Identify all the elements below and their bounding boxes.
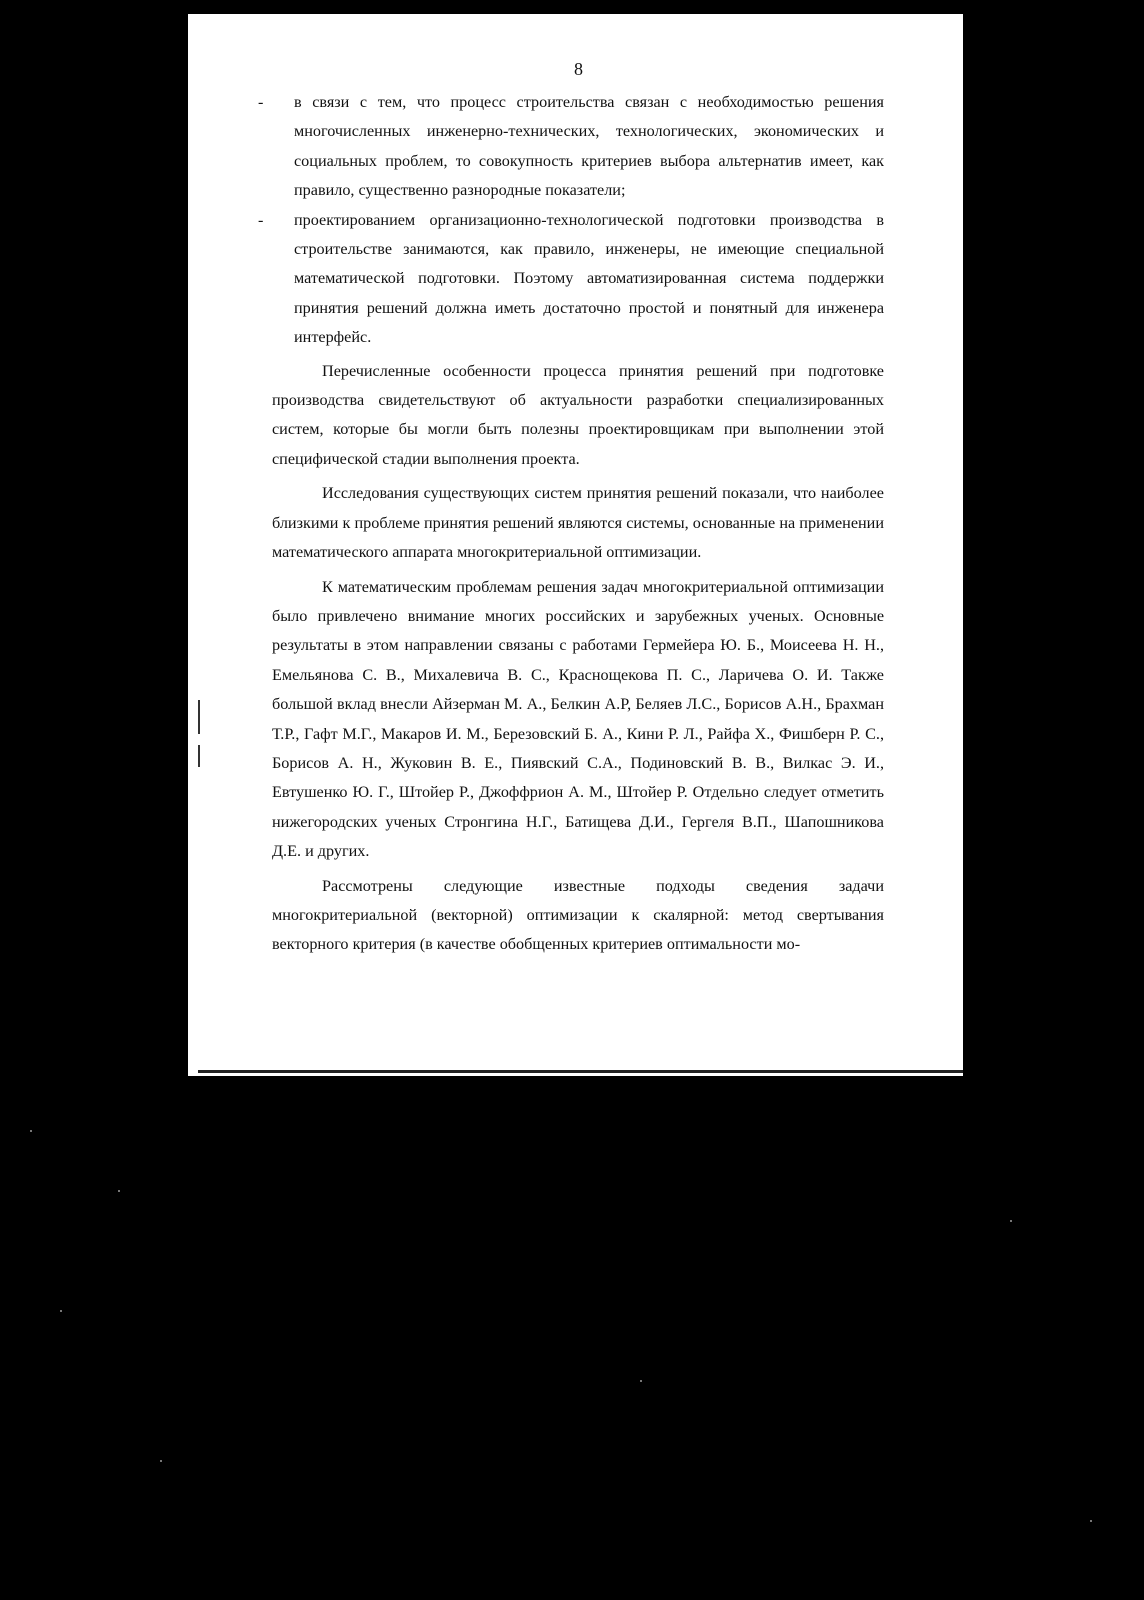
- scan-artifact: [118, 1190, 120, 1192]
- scan-artifact: [198, 700, 200, 734]
- page-body: [258, 88, 884, 960]
- scan-artifact: [640, 1380, 642, 1382]
- paragraph: Перечисленные особенности процесса принятия решений при подготовке производства свидетельствуют об актуальности разработки специализированных систем, которые бы могли быть полезны проектировщикам при выполнении этой специфической стадии выполнения проекта.: [272, 361, 884, 468]
- scan-artifact: [60, 1310, 62, 1312]
- scan-artifact: [1010, 1220, 1012, 1222]
- list-dash: -: [258, 93, 264, 111]
- list-item-text: в связи с тем, что процесс строительства связан с необходимостью решения многочисленных инженерно-технических, технологических, экономических и социальных проблем, то совокупность критериев выбора альтернатив имеет, как правило, существенно разнородные показатели;: [294, 93, 884, 200]
- scan-artifact: [1090, 1520, 1092, 1522]
- paragraph: Исследования существующих систем принятия решений показали, что наиболее близкими к проблеме принятия решений являются системы, основанные на применении математического аппарата многокритериальной оптимизации.: [272, 484, 884, 562]
- scan-artifact: [198, 745, 200, 767]
- paragraph: К математическим проблемам решения задач многокритериальной оптимизации было привлечено внимание многих российских и зарубежных ученых. Основные результаты в этом направлении связаны с работами Гермейера Ю. Б., Моисеева Н. Н., Емельянова С. В., Михалевича В. С., Краснощекова П. С., Ларичева О. И. Также большой вклад внесли Айзерман М. А., Белкин А.Р, Беляев Л.С., Борисов А.Н., Брахман Т.Р., Гафт М.Г., Макаров И. М., Березовский Б. А., Кини Р. Л., Райфа Х., Фишберн Р. С., Борисов А. Н., Жуковин В. Е., Пиявский С.А., Подиновский В. В., Вилкас Э. И., Евтушенко Ю. Г., Штойер Р., Джоффрион А. М., Штойер Р. Отдельно следует отметить нижегородских ученых Стронгина Н.Г., Батищева Д.И., Гергеля В.П., Шапошникова Д.Е. и других.: [272, 577, 884, 861]
- page-number: 8: [574, 59, 583, 79]
- scan-artifact: [160, 1460, 162, 1462]
- list-item-text: проектированием организационно-технологической подготовки производства в строительстве занимаются, как правило, инженеры, не имеющие специальной математической подготовки. Поэтому автоматизированная система поддержки принятия решений должна иметь достаточно простой и понятный для инженера интерфейс.: [294, 210, 884, 347]
- scan-artifact: [30, 1130, 32, 1132]
- document-page: [188, 14, 963, 1076]
- list-item: [258, 206, 884, 353]
- scan-bottom-edge: [198, 1070, 963, 1073]
- list-item: [258, 88, 884, 206]
- scan-right-border: [963, 14, 1144, 1076]
- list-dash: -: [258, 210, 264, 229]
- paragraph: Рассмотрены следующие известные подходы сведения задачи многокритериальной (векторной) оптимизации к скалярной: метод свертывания векторного критерия (в качестве обобщенных критериев оптимальности мо-: [272, 876, 884, 954]
